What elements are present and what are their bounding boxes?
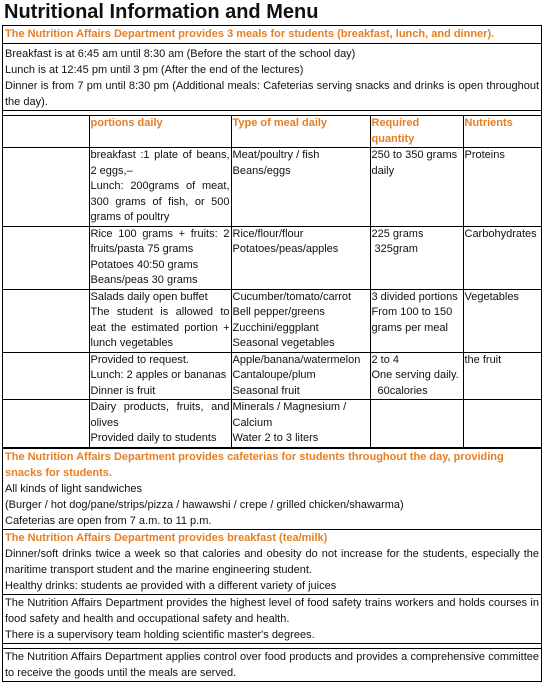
training-line: There is a supervisory team holding scientific master's degrees. bbox=[5, 628, 315, 641]
cell-line: From 100 to 150 grams per meal bbox=[371, 306, 453, 334]
menu-table bbox=[3, 116, 541, 448]
cell-line: Zucchini/eggplant bbox=[232, 321, 319, 334]
table-blank-cell bbox=[3, 352, 89, 400]
table-row bbox=[3, 352, 541, 400]
table-row bbox=[3, 226, 541, 289]
table-row bbox=[3, 289, 541, 352]
cell-quantity bbox=[370, 352, 463, 400]
cell-line: 225 grams bbox=[371, 227, 424, 240]
cell-line: 250 to 350 grams daily bbox=[371, 149, 458, 177]
cell-type bbox=[231, 226, 370, 289]
training-section bbox=[3, 595, 541, 644]
cell-line: Provided to request. bbox=[90, 353, 189, 366]
cell-line: Cantaloupe/plum bbox=[232, 369, 316, 381]
cell-line: Seasonal vegetables bbox=[232, 337, 335, 349]
schedule-dinner: Dinner is from 7 pm until 8:30 pm (Additional meals: Cafeterias serving snacks and drinks is open throughout the day). bbox=[5, 80, 539, 108]
schedule-lunch: Lunch is at 12:45 pm until 3 pm (After the end of the lectures) bbox=[5, 64, 304, 76]
cell-line: Cucumber/tomato/carrot bbox=[232, 290, 352, 303]
cell-line: Carbohydrates bbox=[464, 227, 537, 240]
cell-nutrients bbox=[463, 226, 541, 289]
cell-line: Provided daily to students bbox=[90, 432, 217, 444]
cell-line: the fruit bbox=[464, 353, 502, 366]
cell-line: Apple/banana/watermelon bbox=[232, 353, 361, 366]
cell-nutrients bbox=[463, 400, 541, 448]
cell-quantity bbox=[370, 400, 463, 448]
cell-line: Seasonal fruit bbox=[232, 384, 300, 397]
intro-line: The Nutrition Affairs Department provides 3 meals for students (breakfast, lunch, and dinner). bbox=[3, 26, 541, 44]
menu-table-wrap bbox=[3, 116, 541, 449]
schedule-section bbox=[3, 44, 541, 111]
cafeterias-hours: Cafeterias are open from 7 a.m. to 11 p.m. bbox=[5, 514, 212, 527]
cell-line: Lunch: 2 apples or bananas bbox=[90, 369, 227, 381]
cell-line: Rice/flour/flour bbox=[232, 227, 304, 240]
content-frame bbox=[2, 25, 542, 682]
cell-line: Vegetables bbox=[464, 290, 519, 303]
cell-quantity bbox=[370, 289, 463, 352]
cell-line: Lunch: 200grams of meat, 300 grams of fish, or 500 grams of poultry bbox=[90, 180, 230, 223]
table-blank-cell bbox=[3, 400, 89, 448]
cell-line: 3 divided portions bbox=[371, 290, 458, 303]
control-section bbox=[3, 649, 541, 681]
table-row bbox=[3, 148, 541, 227]
cafeterias-heading: The Nutrition Affairs Department provides cafeterias for students throughout the day, providing snacks for students. bbox=[5, 450, 504, 479]
cell-type bbox=[231, 148, 370, 227]
cell-type bbox=[231, 289, 370, 352]
cell-type bbox=[231, 400, 370, 448]
cell-line: 325gram bbox=[374, 243, 418, 255]
cell-type bbox=[231, 352, 370, 400]
header-type: Type of meal daily bbox=[231, 116, 370, 148]
breakfast-line: Healthy drinks: students ae provided with a different variety of juices bbox=[5, 579, 337, 592]
cell-line: Potatoes 40:50 grams bbox=[90, 258, 199, 271]
schedule-breakfast: Breakfast is at 6:45 am until 8:30 am (Before the start of the school day) bbox=[5, 48, 356, 60]
header-portions: portions daily bbox=[89, 116, 231, 148]
table-blank-cell bbox=[3, 226, 89, 289]
cell-line: Potatoes/peas/apples bbox=[232, 243, 339, 255]
cell-line: Proteins bbox=[464, 149, 505, 161]
cell-line: Beans/peas 30 grams bbox=[90, 274, 198, 286]
header-quantity: Required quantity bbox=[370, 116, 463, 148]
cell-portions bbox=[89, 148, 231, 227]
cafeterias-line: All kinds of light sandwiches bbox=[5, 482, 142, 495]
cell-nutrients bbox=[463, 352, 541, 400]
cell-line: Bell pepper/greens bbox=[232, 306, 325, 318]
cell-line: 2 to 4 bbox=[371, 353, 400, 366]
page-title: Nutritional Information and Menu bbox=[4, 1, 319, 23]
cell-line: Dinner is fruit bbox=[90, 384, 156, 397]
cell-line: Rice 100 grams + fruits: 2 fruits/pasta 75 grams bbox=[90, 227, 230, 255]
cell-portions bbox=[89, 289, 231, 352]
cell-line: Water 2 to 3 liters bbox=[232, 432, 319, 444]
cell-portions bbox=[89, 226, 231, 289]
table-blank-cell bbox=[3, 289, 89, 352]
cell-nutrients bbox=[463, 289, 541, 352]
cell-portions bbox=[89, 352, 231, 400]
header-nutrients: Nutrients bbox=[463, 116, 541, 148]
table-blank-cell bbox=[3, 116, 89, 148]
cell-line: 60calories bbox=[377, 384, 428, 397]
cell-line: breakfast :1 plate of beans, 2 eggs,– bbox=[90, 149, 230, 177]
cell-line: Dairy products, fruits, and olives bbox=[90, 401, 230, 429]
cell-line: Meat/poultry / fish bbox=[232, 149, 320, 161]
breakfast-section bbox=[3, 530, 541, 595]
control-text: The Nutrition Affairs Department applies control over food products and provides a comprehensive committee to receive the goods until the meals are served. bbox=[5, 650, 539, 679]
cell-nutrients bbox=[463, 148, 541, 227]
cell-line: The student is allowed to eat the estimated portion + lunch vegetables bbox=[90, 306, 230, 349]
cell-line: Salads daily open buffet bbox=[90, 290, 208, 303]
training-line: The Nutrition Affairs Department provides the highest level of food safety trains workers and holds courses in food safety and health and occupational safety and health. bbox=[5, 596, 539, 625]
cell-quantity bbox=[370, 148, 463, 227]
table-header-row bbox=[3, 116, 541, 148]
cafeterias-line: (Burger / hot dog/pane/strips/pizza / hawawshi / crepe / grilled chicken/shawarma) bbox=[5, 498, 404, 511]
table-row bbox=[3, 400, 541, 448]
table-blank-cell bbox=[3, 148, 89, 227]
breakfast-line: Dinner/soft drinks twice a week so that calories and obesity do not increase for the students, especially the maritime transport student and the marine engineering student. bbox=[5, 547, 539, 576]
cell-line: One serving daily. bbox=[371, 369, 459, 381]
cell-quantity bbox=[370, 226, 463, 289]
cell-line: Minerals / Magnesium / Calcium bbox=[232, 401, 347, 429]
cafeterias-section bbox=[3, 449, 541, 530]
cell-portions bbox=[89, 400, 231, 448]
cell-line: Beans/eggs bbox=[232, 164, 291, 177]
breakfast-heading: The Nutrition Affairs Department provides breakfast (tea/milk) bbox=[5, 531, 328, 544]
